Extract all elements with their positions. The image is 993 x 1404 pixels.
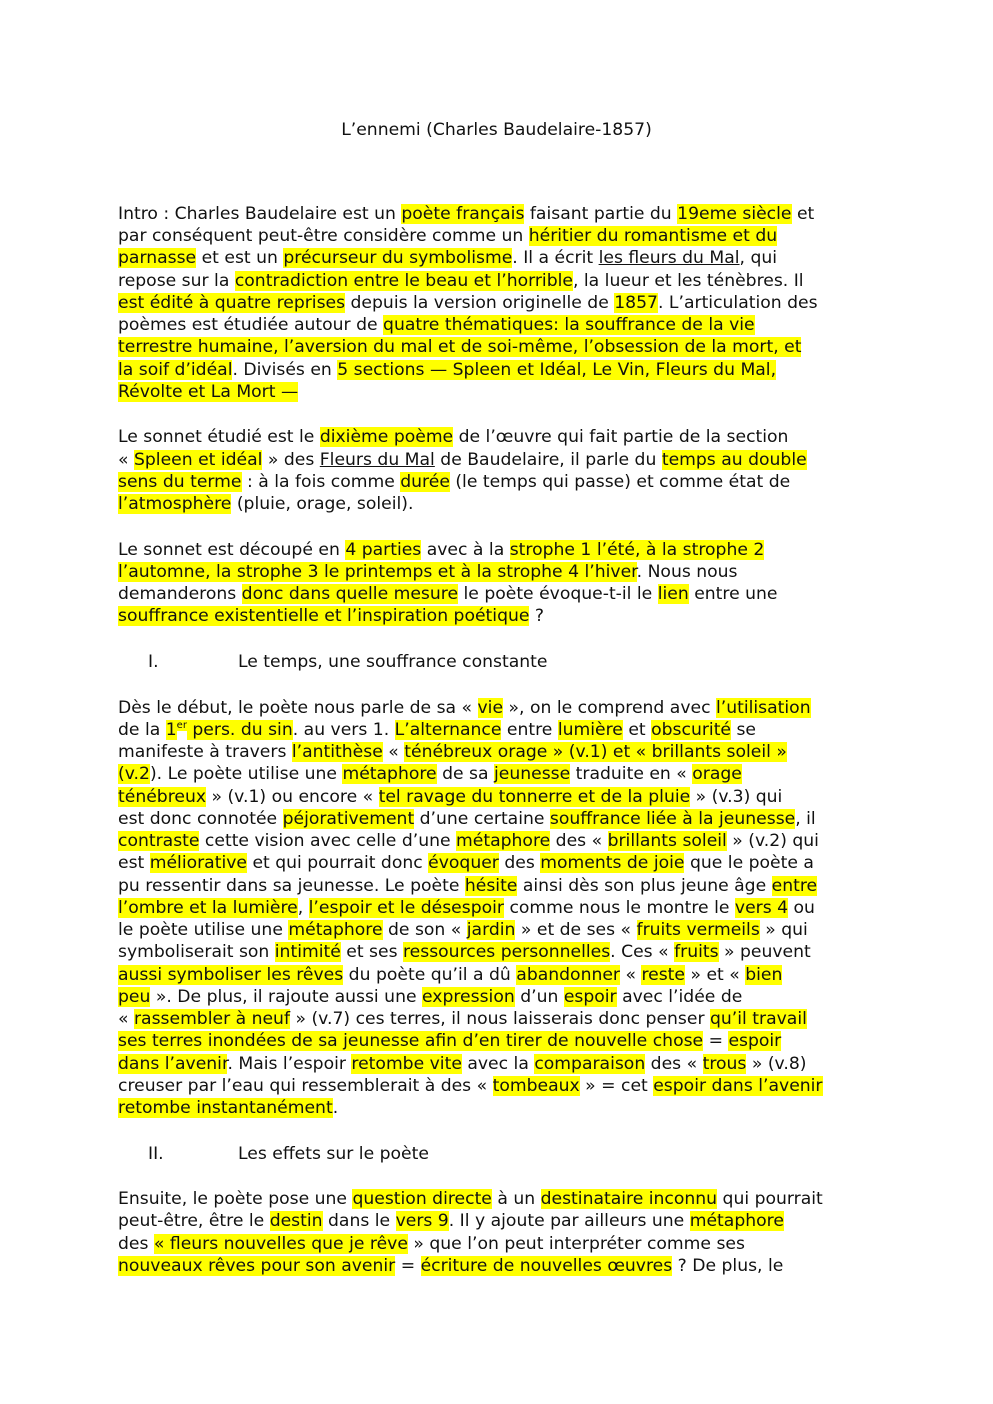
highlighted-text: fruits vermeils bbox=[636, 920, 760, 940]
text-segment: de la bbox=[118, 720, 166, 740]
text-segment: (le temps qui passe) et comme état de bbox=[449, 472, 791, 492]
text-segment: » peuvent bbox=[718, 942, 811, 962]
highlighted-text: héritier du romantisme et du bbox=[528, 226, 778, 246]
text-segment: « bbox=[118, 450, 134, 470]
text-segment: de sa bbox=[436, 764, 494, 784]
text-segment: , bbox=[297, 898, 309, 918]
text-line bbox=[118, 292, 818, 314]
text-segment: . Ces « bbox=[610, 942, 675, 962]
highlighted-text: reste bbox=[641, 965, 685, 985]
highlighted-text: métaphore bbox=[689, 1211, 784, 1231]
text-segment: Intro : Charles Baudelaire est un bbox=[118, 204, 402, 224]
text-line bbox=[118, 919, 808, 941]
text-segment: des bbox=[498, 853, 541, 873]
highlighted-text: métaphore bbox=[288, 920, 383, 940]
highlighted-text: ressources personnelles bbox=[402, 942, 611, 962]
text-segment: . Nous nous bbox=[636, 562, 738, 582]
text-line bbox=[118, 830, 819, 852]
highlighted-text: dans l’avenir bbox=[118, 1054, 228, 1074]
text-line bbox=[118, 875, 817, 897]
highlighted-text: précurseur du symbolisme bbox=[283, 248, 513, 268]
text-segment: . Mais l’espoir bbox=[227, 1054, 352, 1074]
text-segment: » que l’on peut interpréter comme ses bbox=[407, 1234, 745, 1254]
text-line bbox=[118, 697, 811, 719]
highlighted-text: lien bbox=[657, 584, 689, 604]
text-line bbox=[118, 1255, 783, 1277]
text-segment: de son « bbox=[382, 920, 467, 940]
text-line bbox=[118, 314, 755, 336]
text-segment: par conséquent peut-être considère comme un bbox=[118, 226, 529, 246]
text-line bbox=[118, 1097, 338, 1119]
text-segment: « bbox=[118, 1009, 134, 1029]
text-segment: Dès le début, le poète nous parle de sa « bbox=[118, 698, 478, 718]
highlighted-text: moments de joie bbox=[540, 853, 685, 873]
highlighted-text: (v.2 bbox=[118, 764, 150, 784]
text-segment: » (v.1) ou encore « bbox=[206, 787, 379, 807]
text-segment: ). Le poète utilise une bbox=[149, 764, 343, 784]
text-line bbox=[118, 1075, 823, 1097]
text-segment: » (v.7) ces terres, il nous laisserais donc penser bbox=[290, 1009, 710, 1029]
highlighted-text: l’automne, la strophe 3 le printemps et à la strophe 4 l’hiver bbox=[118, 562, 637, 582]
text-segment: le poète utilise une bbox=[118, 920, 289, 940]
highlighted-text: destin bbox=[269, 1211, 323, 1231]
highlighted-text: rassembler à neuf bbox=[133, 1009, 291, 1029]
highlighted-text: quatre thématiques: la souffrance de la vie bbox=[383, 315, 755, 335]
text-segment: avec la bbox=[461, 1054, 535, 1074]
highlighted-text: obscurité bbox=[651, 720, 732, 740]
highlighted-text: peu bbox=[118, 987, 151, 1007]
text-segment: » = cet bbox=[579, 1076, 654, 1096]
text-line bbox=[118, 336, 801, 358]
section-title: Les effets sur le poète bbox=[238, 1144, 429, 1164]
text-segment: symboliserait son bbox=[118, 942, 275, 962]
text-segment: ». De plus, il rajoute aussi une bbox=[150, 987, 423, 1007]
text-segment: , qui bbox=[739, 248, 778, 268]
highlighted-text: évoquer bbox=[428, 853, 499, 873]
text-segment: , il bbox=[795, 809, 816, 829]
text-segment: » (v.2) qui bbox=[726, 831, 819, 851]
text-line bbox=[118, 381, 298, 403]
text-segment: « bbox=[382, 742, 405, 762]
highlighted-text: jeunesse bbox=[494, 764, 571, 784]
text-line bbox=[118, 852, 814, 874]
text-segment: cette vision avec celle d’une bbox=[199, 831, 457, 851]
highlighted-text: l’antithèse bbox=[291, 742, 383, 762]
highlighted-text: espoir dans l’avenir bbox=[653, 1076, 823, 1096]
highlighted-text: l’ombre et la lumière bbox=[118, 898, 298, 918]
text-line bbox=[118, 1008, 807, 1030]
highlighted-text: entre bbox=[771, 876, 818, 896]
text-segment: poèmes est étudiée autour de bbox=[118, 315, 384, 335]
text-segment: Le sonnet étudié est le bbox=[118, 427, 320, 447]
highlighted-text: dixième poème bbox=[319, 427, 454, 447]
text-segment: des bbox=[118, 1234, 154, 1254]
text-segment: , la lueur et les ténèbres. Il bbox=[572, 271, 804, 291]
highlighted-text: retombe instantanément bbox=[118, 1098, 333, 1118]
highlighted-text: vers 4 bbox=[734, 898, 789, 918]
text-segment: d’un bbox=[514, 987, 564, 1007]
highlighted-text: Révolte et La Mort — bbox=[118, 382, 299, 402]
highlighted-text: retombe vite bbox=[351, 1054, 462, 1074]
text-line bbox=[118, 561, 738, 583]
text-segment: ? De plus, le bbox=[672, 1256, 784, 1276]
highlighted-text: parnasse bbox=[118, 248, 197, 268]
highlighted-text: temps au double bbox=[661, 450, 807, 470]
text-segment: » et de ses « bbox=[515, 920, 637, 940]
text-line bbox=[118, 449, 807, 471]
highlighted-text: durée bbox=[400, 472, 450, 492]
text-segment: », on le comprend avec bbox=[503, 698, 716, 718]
highlighted-text: sens du terme bbox=[118, 472, 242, 492]
highlighted-text: intimité bbox=[274, 942, 341, 962]
text-segment: du poète qu’il a dû bbox=[343, 965, 517, 985]
text-segment: d’une certaine bbox=[414, 809, 550, 829]
highlighted-text: espoir bbox=[563, 987, 617, 1007]
text-segment: depuis la version originelle de bbox=[345, 293, 615, 313]
text-segment: et bbox=[622, 720, 652, 740]
text-segment: le poète évoque-t-il le bbox=[458, 584, 658, 604]
text-segment: . Il a écrit bbox=[512, 248, 599, 268]
highlighted-text: contraste bbox=[118, 831, 200, 851]
text-segment: est donc connotée bbox=[118, 809, 283, 829]
highlighted-text: expression bbox=[422, 987, 515, 1007]
text-segment: et bbox=[791, 204, 815, 224]
highlighted-text: destinataire inconnu bbox=[540, 1189, 718, 1209]
text-line bbox=[118, 763, 742, 785]
text-line bbox=[118, 897, 815, 919]
text-line bbox=[118, 1053, 806, 1075]
section-number: I. bbox=[148, 652, 159, 672]
text-line bbox=[118, 808, 816, 830]
highlighted-text: l’espoir et le désespoir bbox=[308, 898, 504, 918]
text-segment: dans le bbox=[322, 1211, 396, 1231]
highlighted-text: ténébreux orage » (v.1) et « brillants soleil » bbox=[404, 742, 787, 762]
highlighted-text: orage bbox=[692, 764, 742, 784]
highlighted-text: Spleen et idéal bbox=[133, 450, 263, 470]
highlighted-text: aussi symboliser les rêves bbox=[118, 965, 344, 985]
text-segment: (pluie, orage, soleil). bbox=[231, 494, 414, 514]
highlighted-text: tel ravage du tonnerre et de la pluie bbox=[378, 787, 691, 807]
text-segment: avec à la bbox=[421, 540, 510, 560]
highlighted-text: la soif d’idéal bbox=[118, 360, 233, 380]
text-segment: ? bbox=[529, 606, 545, 626]
text-segment: = bbox=[703, 1031, 729, 1051]
text-segment: repose sur la bbox=[118, 271, 235, 291]
highlighted-text: fruits bbox=[674, 942, 719, 962]
highlighted-text: ténébreux bbox=[118, 787, 207, 807]
highlighted-text: abandonner bbox=[516, 965, 621, 985]
text-segment: . Il y ajoute par ailleurs une bbox=[448, 1211, 690, 1231]
text-segment: . bbox=[332, 1098, 339, 1118]
highlighted-text: l’atmosphère bbox=[118, 494, 232, 514]
highlighted-text: hésite bbox=[464, 876, 518, 896]
text-segment: qui pourrait bbox=[717, 1189, 823, 1209]
text-segment: » et « bbox=[685, 965, 746, 985]
highlighted-text: vie bbox=[477, 698, 504, 718]
text-segment: que le poète a bbox=[684, 853, 814, 873]
text-line bbox=[118, 1030, 781, 1052]
text-segment: et ses bbox=[340, 942, 403, 962]
text-segment: faisant partie du bbox=[524, 204, 678, 224]
highlighted-text: 19eme siècle bbox=[677, 204, 792, 224]
text-segment: entre une bbox=[688, 584, 778, 604]
text-line bbox=[118, 1210, 784, 1232]
highlighted-text: 1857 bbox=[614, 293, 658, 313]
text-line bbox=[118, 786, 782, 808]
highlighted-text: qu’il travail bbox=[710, 1009, 807, 1029]
text-line bbox=[118, 1188, 823, 1210]
text-line bbox=[118, 1233, 745, 1255]
text-segment: demanderons bbox=[118, 584, 242, 604]
text-segment: de Baudelaire, il parle du bbox=[434, 450, 662, 470]
highlighted-text: trous bbox=[702, 1054, 747, 1074]
text-segment: est bbox=[118, 853, 150, 873]
highlighted-text: bien bbox=[745, 965, 783, 985]
text-segment: à un bbox=[491, 1189, 541, 1209]
underlined-text: Fleurs du Mal bbox=[319, 450, 435, 470]
highlighted-text: méliorative bbox=[149, 853, 247, 873]
highlighted-text: 5 sections — Spleen et Idéal, Le Vin, Fleurs du Mal, bbox=[337, 360, 777, 380]
text-segment: comme nous le montre le bbox=[503, 898, 735, 918]
text-line bbox=[118, 539, 764, 561]
text-segment: » des bbox=[262, 450, 320, 470]
section-number: II. bbox=[148, 1144, 164, 1164]
highlighted-text: terrestre humaine, l’aversion du mal et de soi-même, l’obsession de la mort, et bbox=[118, 337, 802, 357]
text-segment: traduite en « bbox=[570, 764, 693, 784]
highlighted-text: nouveaux rêves pour son avenir bbox=[118, 1256, 396, 1276]
text-line bbox=[118, 270, 804, 292]
text-line bbox=[118, 359, 776, 381]
text-segment: entre bbox=[501, 720, 558, 740]
highlighted-text: vers 9 bbox=[395, 1211, 449, 1231]
text-segment: et qui pourrait donc bbox=[246, 853, 429, 873]
text-line bbox=[118, 493, 413, 515]
text-segment: avec l’idée de bbox=[616, 987, 743, 1007]
highlighted-text: tombeaux bbox=[492, 1076, 580, 1096]
highlighted-text: souffrance existentielle et l’inspiration poétique bbox=[118, 606, 530, 626]
highlighted-text: l’utilisation bbox=[715, 698, 811, 718]
text-line bbox=[118, 986, 742, 1008]
highlighted-text: er bbox=[176, 720, 187, 731]
text-segment: » (v.3) qui bbox=[690, 787, 783, 807]
highlighted-text: comparaison bbox=[534, 1054, 646, 1074]
text-line bbox=[118, 203, 814, 225]
text-line bbox=[118, 941, 811, 963]
highlighted-text: question directe bbox=[352, 1189, 492, 1209]
highlighted-text: est édité à quatre reprises bbox=[118, 293, 346, 313]
highlighted-text: 1 bbox=[165, 720, 177, 740]
text-segment: peut-être, être le bbox=[118, 1211, 270, 1231]
highlighted-text: strophe 1 l’été, à la strophe 2 bbox=[509, 540, 765, 560]
document-title: L’ennemi (Charles Baudelaire-1857) bbox=[341, 120, 652, 140]
text-segment: . au vers 1. bbox=[292, 720, 395, 740]
highlighted-text: L’alternance bbox=[394, 720, 502, 740]
text-segment: » qui bbox=[759, 920, 808, 940]
text-segment: manifeste à travers bbox=[118, 742, 292, 762]
text-segment: Le sonnet est découpé en bbox=[118, 540, 346, 560]
text-segment: creuser par l’eau qui ressemblerait à des « bbox=[118, 1076, 493, 1096]
text-segment: = bbox=[395, 1256, 421, 1276]
text-line bbox=[118, 426, 788, 448]
text-line bbox=[118, 247, 777, 269]
highlighted-text: souffrance liée à la jeunesse bbox=[549, 809, 796, 829]
highlighted-text: péjorativement bbox=[282, 809, 415, 829]
text-segment: Ensuite, le poète pose une bbox=[118, 1189, 353, 1209]
highlighted-text: contradiction entre le beau et l’horrible bbox=[234, 271, 573, 291]
highlighted-text: écriture de nouvelles œuvres bbox=[420, 1256, 673, 1276]
text-line bbox=[118, 741, 787, 763]
text-segment: et est un bbox=[196, 248, 284, 268]
text-segment: » (v.8) bbox=[746, 1054, 807, 1074]
text-segment: ainsi dès son plus jeune âge bbox=[517, 876, 772, 896]
highlighted-text: brillants soleil bbox=[607, 831, 727, 851]
highlighted-text: métaphore bbox=[456, 831, 551, 851]
highlighted-text: « fleurs nouvelles que je rêve bbox=[153, 1234, 408, 1254]
highlighted-text: 4 parties bbox=[345, 540, 422, 560]
highlighted-text: métaphore bbox=[342, 764, 437, 784]
highlighted-text: poète français bbox=[401, 204, 525, 224]
text-line bbox=[118, 225, 777, 247]
section-title: Le temps, une souffrance constante bbox=[238, 652, 548, 672]
text-segment: . L’articulation des bbox=[658, 293, 818, 313]
highlighted-text: espoir bbox=[728, 1031, 782, 1051]
text-segment: . Divisés en bbox=[232, 360, 338, 380]
text-line bbox=[118, 471, 790, 493]
text-segment: se bbox=[731, 720, 757, 740]
highlighted-text: jardin bbox=[466, 920, 516, 940]
text-line bbox=[118, 583, 778, 605]
underlined-text: les fleurs du Mal bbox=[598, 248, 740, 268]
text-line bbox=[118, 964, 782, 986]
text-segment: des « bbox=[550, 831, 608, 851]
text-segment: ou bbox=[788, 898, 815, 918]
text-segment: pu ressentir dans sa jeunesse. Le poète bbox=[118, 876, 465, 896]
highlighted-text: donc dans quelle mesure bbox=[241, 584, 459, 604]
text-segment: : à la fois comme bbox=[241, 472, 401, 492]
highlighted-text: pers. du sin bbox=[186, 720, 293, 740]
text-segment: « bbox=[620, 965, 642, 985]
text-line bbox=[118, 719, 756, 741]
highlighted-text: lumière bbox=[557, 720, 623, 740]
text-line bbox=[118, 605, 544, 627]
highlighted-text: ses terres inondées de sa jeunesse afin d’en tirer de nouvelle chose bbox=[118, 1031, 704, 1051]
text-segment: de l’œuvre qui fait partie de la section bbox=[453, 427, 789, 447]
text-segment: des « bbox=[645, 1054, 703, 1074]
